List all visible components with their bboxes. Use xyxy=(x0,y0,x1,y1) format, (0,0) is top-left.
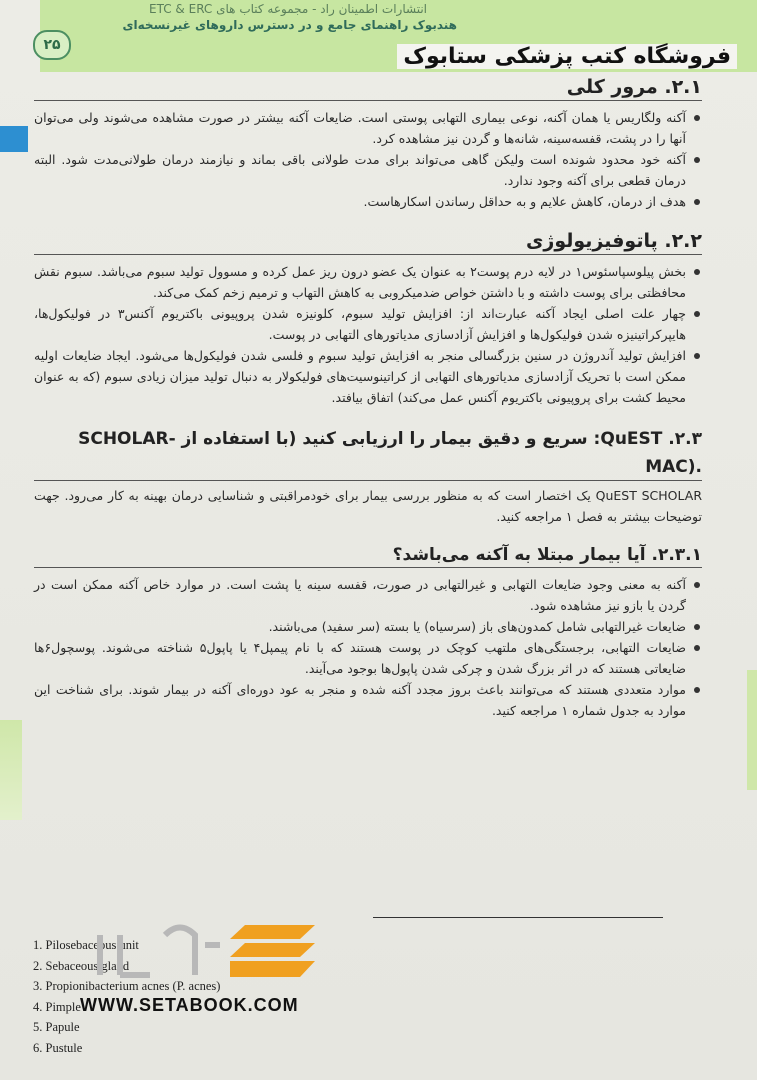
side-decoration xyxy=(0,720,22,820)
setabook-logo-icon xyxy=(80,915,340,995)
footnote: 2. Sebaceous gland xyxy=(33,958,130,973)
footnote: 3. Propionibacterium acnes (P. acnes) xyxy=(33,979,221,993)
footnote-divider xyxy=(373,917,663,918)
section-2-1-list xyxy=(34,107,702,212)
section-2-2-list xyxy=(34,261,702,408)
list-item: ضایعات غیرالتهابی شامل کمدون‌های باز (سرسیاه) یا بسته (سر سفید) می‌باشند. xyxy=(34,616,702,637)
header-publisher: انتشارات اطمینان راد - مجموعه کتاب های ETC & ERC xyxy=(149,2,427,16)
list-item: هدف از درمان، کاهش علایم و به حداقل رساندن اسکارهاست. xyxy=(34,191,702,212)
list-item: آکنه به معنی وجود ضایعات التهابی و غیرالتهابی در صورت، قفسه سینه یا پشت است. در موارد خاص آکنه ممکن است در گردن یا بازو نیز مشاهده شود. xyxy=(34,574,702,616)
section-2-3-paragraph: QuEST SCHOLAR یک اختصار است که به منظور بررسی بیمار برای خودمراقبتی و شناسایی درمان بهینه به کار می‌رود. جهت توضیحات بیشتر به فصل ۱ مراجعه کنید. xyxy=(34,488,703,524)
footnote: 6. Pustule xyxy=(33,1040,83,1055)
section-2-2-title: ۲.۲. پاتوفیزیولوژی xyxy=(34,230,702,255)
page-number: ۲۵ xyxy=(33,30,71,60)
footnote: 4. Pimple xyxy=(33,999,81,1014)
store-watermark: فروشگاه کتب پزشکی ستابوک xyxy=(397,44,737,69)
footnote: 1. Pilosebaceous unit xyxy=(33,938,139,952)
list-item: بخش پیلوسپاسئوس۱ در لایه درم پوست۲ به عنوان یک عضو درون ریز عمل کرده و مسوول تولید سبوم می‌باشد. سبوم نقش محافظتی برای پوست داشته و با داشتن خواص ضدمیکروبی به کاهش التهاب و ترمیم زخم کمک می‌کند. xyxy=(34,261,702,303)
section-2-1-title: ۲.۱. مرور کلی xyxy=(34,76,702,101)
list-item: آکنه خود محدود شونده است ولیکن گاهی می‌تواند برای مدت طولانی باقی بماند و نیازمند درمان طولانی‌مدت شود. البته درمان قطعی برای آکنه وجود ندارد. xyxy=(34,149,702,191)
main-content xyxy=(34,70,702,721)
setabook-logo xyxy=(80,915,340,1015)
section-2-3-title: ۲.۳. QuEST: سریع و دقیق بیمار را ارزیابی کنید (با استفاده از -SCHOLAR xyxy=(78,429,702,449)
list-item: موارد متعددی هستند که می‌توانند باعث بروز مجدد آکنه شده و منجر به عود دوره‌ای آکنه در بیمار شوند. برای شناخت این موارد به جدول شماره ۱ مراجعه کنید. xyxy=(34,679,702,721)
right-decoration xyxy=(747,670,757,790)
list-item: ضایعات التهابی، برجستگی‌های ملتهب کوچک در پوست هستند که با نام پیمپل۴ یا پاپول۵ شناخته می‌شوند. پوسچول۶ها ضایعاتی هستند که در اثر بزرگ شدن و چرکی شدن پاپول‌ها بوجود می‌آیند. xyxy=(34,637,702,679)
chapter-tab xyxy=(0,126,28,152)
section-2-3-title-cont: MAC). xyxy=(34,454,702,481)
section-2-3-1-title: ۲.۳.۱. آیا بیمار مبتلا به آکنه می‌باشد؟ xyxy=(34,545,702,568)
footnote: 5. Papule xyxy=(33,1020,80,1034)
list-item: آکنه ولگاریس یا همان آکنه، نوعی بیماری التهابی پوستی است. ضایعات آکنه بیشتر در صورت مشاهده می‌شوند ولی می‌توان آنها را در پشت، قفسه‌سینه، شانه‌ها و گردن نیز مشاهده کرد. xyxy=(34,107,702,149)
header-book-title: هندبوک راهنمای جامع و در دسترس داروهای غیرنسخه‌ای xyxy=(122,18,457,32)
section-2-3-1-list xyxy=(34,574,702,721)
list-item: افزایش تولید آندروژن در سنین بزرگسالی منجر به افزایش تولید سبوم و فلسی شدن فولیکول‌ها می‌شود. ایجاد ضایعات اولیه ممکن است با تحریک آزادسازی مدیاتورهای التهابی از کراتینوسیت‌های فولیکولار به دنبال تولید میزان زیادی سبوم (که به عنوان محیط کشت برای پروپیونی باکتریوم آکنس عمل می‌کند) اتفاق بیافتد. xyxy=(34,345,702,408)
list-item: چهار علت اصلی ایجاد آکنه عبارت‌اند از: افزایش تولید سبوم، کلونیزه شدن پروپیونی باکتریوم آکنس۳ در فولیکول‌ها، هایپرکراتینیزه شدن فولیکول‌ها و افزایش آزادسازی مدیاتورهای التهابی در پوست. xyxy=(34,303,702,345)
setabook-site: WWW.SETABOOK.COM xyxy=(80,995,299,1015)
